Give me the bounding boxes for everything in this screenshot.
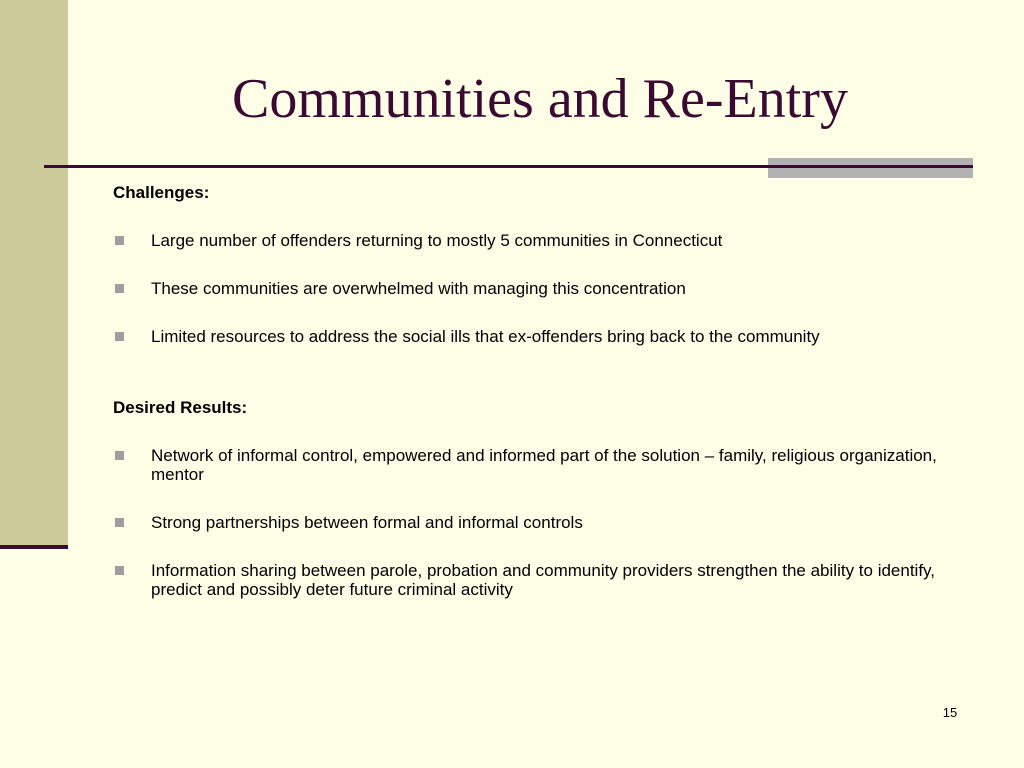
- challenges-heading: Challenges:: [113, 183, 210, 202]
- challenge-text: Large number of offenders returning to mostly 5 communities in Connecticut: [151, 231, 723, 250]
- square-bullet-icon: [115, 518, 124, 527]
- result-text: Information sharing between parole, probation and community providers strengthen the ability to identify, predict and possibly deter future criminal activity: [151, 561, 936, 599]
- slide-body: [113, 181, 963, 599]
- challenge-text: These communities are overwhelmed with managing this concentration: [151, 279, 686, 298]
- list-item: [113, 561, 963, 599]
- list-item: [113, 446, 963, 484]
- list-item: [113, 327, 963, 346]
- left-band-rule: [0, 545, 68, 549]
- list-item: [113, 231, 963, 250]
- challenge-text: Limited resources to address the social ills that ex-offenders bring back to the community: [151, 327, 820, 346]
- list-item: [113, 279, 963, 298]
- title-accent-bar: [768, 158, 973, 178]
- challenges-list: [113, 231, 963, 346]
- result-text: Strong partnerships between formal and informal controls: [151, 513, 583, 532]
- square-bullet-icon: [115, 236, 124, 245]
- desired-results-list: [113, 446, 963, 599]
- square-bullet-icon: [115, 332, 124, 341]
- list-item: [113, 513, 963, 532]
- square-bullet-icon: [115, 451, 124, 460]
- slide-number: 15: [942, 705, 958, 720]
- desired-results-heading: Desired Results:: [113, 398, 248, 417]
- square-bullet-icon: [115, 566, 124, 575]
- square-bullet-icon: [115, 284, 124, 293]
- left-decorative-band: [0, 0, 68, 545]
- slide-title: Communities and Re-Entry: [232, 68, 848, 130]
- result-text: Network of informal control, empowered and informed part of the solution – family, religious organization, mentor: [151, 446, 937, 484]
